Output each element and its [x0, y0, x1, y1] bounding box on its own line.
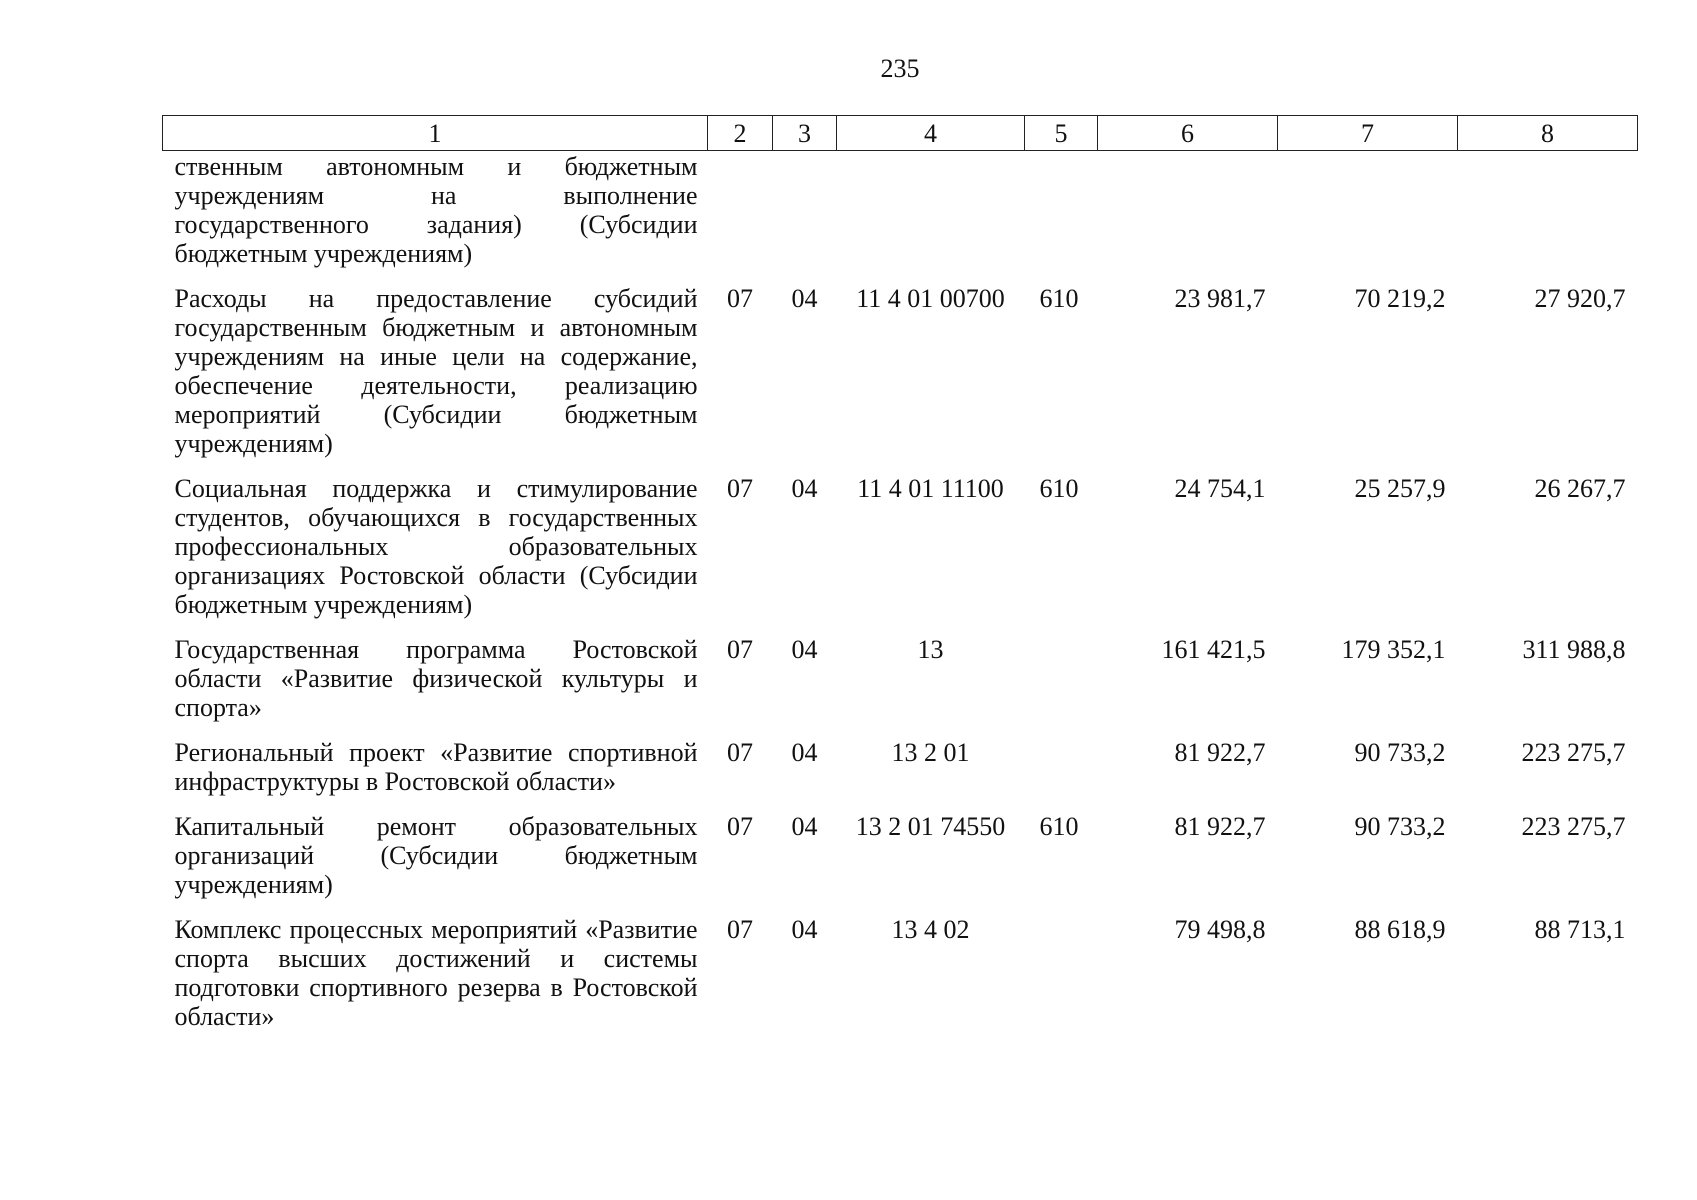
column-header: 4	[837, 116, 1025, 151]
section-code: 07	[727, 738, 753, 767]
target-article-code: 11 4 01 00700	[856, 284, 1005, 313]
amount-col7: 90 733,2	[1354, 738, 1446, 767]
expense-type-code	[1025, 635, 1098, 738]
section-code: 07	[727, 635, 753, 664]
section-code: 07	[727, 474, 753, 503]
amount-col7: 179 352,1	[1341, 635, 1446, 664]
amount-col7: 88 618,9	[1354, 915, 1446, 944]
amount-col8: 223 275,7	[1521, 738, 1626, 767]
column-header: 1	[163, 116, 708, 151]
target-article-code: 13 2 01	[891, 738, 970, 767]
table-row	[163, 635, 1638, 738]
subsection-code: 04	[791, 635, 818, 664]
table-row	[163, 812, 1638, 915]
column-header: 7	[1278, 116, 1458, 151]
target-article-code: 13 4 02	[891, 915, 970, 944]
amount-col8: 223 275,7	[1521, 812, 1626, 841]
amount-col7	[1278, 151, 1458, 285]
expense-type-code	[1025, 738, 1098, 812]
table-row	[163, 284, 1638, 474]
section-code: 07	[727, 284, 753, 313]
row-description: ственным автономным и бюджетным учреждениям на выполнение государственного задания) (Субсидии бюджетным учреждениям)	[174, 152, 698, 268]
column-header: 5	[1025, 116, 1098, 151]
amount-col8: 27 920,7	[1534, 284, 1626, 313]
row-description: Государственная программа Ростовской области «Развитие физической культуры и спорта»	[174, 635, 698, 722]
amount-col8: 88 713,1	[1534, 915, 1626, 944]
table-body	[163, 151, 1638, 1048]
subsection-code: 04	[791, 284, 818, 313]
amount-col8	[1458, 151, 1638, 285]
section-code: 07	[727, 915, 753, 944]
table-row	[163, 474, 1638, 635]
row-description: Комплекс процессных мероприятий «Развитие спорта высших достижений и системы подготовки спортивного резерва в Ростовской области»	[174, 915, 698, 1031]
amount-col6: 23 981,7	[1174, 284, 1266, 313]
subsection-code: 04	[791, 915, 818, 944]
target-article-code: 11 4 01 11100	[857, 474, 1004, 503]
column-header: 2	[708, 116, 773, 151]
amount-col6: 161 421,5	[1161, 635, 1266, 664]
subsection-code: 04	[791, 738, 818, 767]
table-header	[163, 116, 1638, 151]
header-row	[163, 116, 1638, 151]
expense-type-code	[1025, 915, 1098, 1047]
subsection-code: 04	[791, 474, 818, 503]
expense-type-code	[1025, 151, 1098, 285]
table-row	[163, 915, 1638, 1047]
amount-col6	[1098, 151, 1278, 285]
subsection-code: 04	[791, 812, 818, 841]
amount-col7: 70 219,2	[1354, 284, 1446, 313]
row-description: Расходы на предоставление субсидий государственным бюджетным и автономным учреждениям на иные цели на содержание, обеспечение деятельности, реализацию мероприятий (Субсидии бюджетным учреждениям)	[174, 284, 698, 458]
expense-type-code: 610	[1039, 284, 1079, 313]
column-header: 6	[1098, 116, 1278, 151]
amount-col6: 81 922,7	[1174, 738, 1266, 767]
amount-col6: 24 754,1	[1174, 474, 1266, 503]
target-article-code: 13 2 01 74550	[855, 812, 1006, 841]
page-number: 235	[880, 54, 920, 83]
row-description: Капитальный ремонт образовательных организаций (Субсидии бюджетным учреждениям)	[174, 812, 698, 899]
table-row	[163, 738, 1638, 812]
expense-type-code: 610	[1039, 474, 1079, 503]
section-code: 07	[727, 812, 753, 841]
row-description: Региональный проект «Развитие спортивной инфраструктуры в Ростовской области»	[174, 738, 698, 796]
column-header: 3	[773, 116, 837, 151]
subsection-code	[773, 151, 837, 285]
row-description: Социальная поддержка и стимулирование студентов, обучающихся в государственных профессиональных образовательных организациях Ростовской области (Субсидии бюджетным учреждениям)	[174, 474, 698, 619]
column-header: 8	[1458, 116, 1638, 151]
table-row	[163, 151, 1638, 285]
expense-type-code: 610	[1039, 812, 1079, 841]
amount-col8: 311 988,8	[1522, 635, 1626, 664]
amount-col7: 25 257,9	[1354, 474, 1446, 503]
target-article-code: 13	[917, 635, 944, 664]
target-article-code	[837, 151, 1025, 285]
amount-col7: 90 733,2	[1354, 812, 1446, 841]
section-code	[708, 151, 773, 285]
budget-table	[162, 115, 1638, 1047]
amount-col8: 26 267,7	[1534, 474, 1626, 503]
amount-col6: 81 922,7	[1174, 812, 1266, 841]
amount-col6: 79 498,8	[1174, 915, 1266, 944]
